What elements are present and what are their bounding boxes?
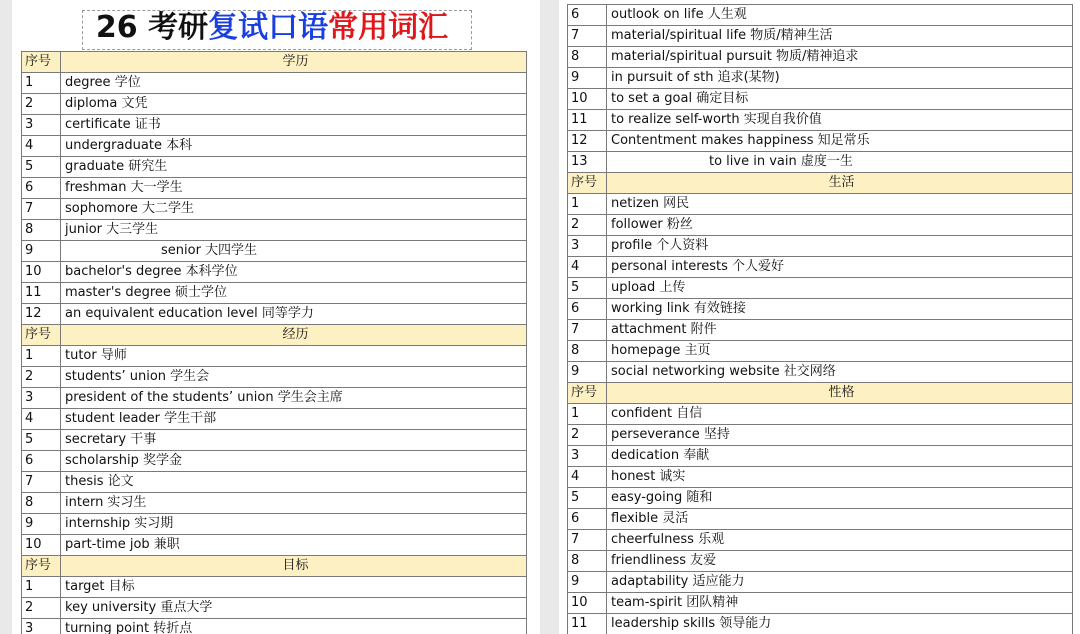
table-row <box>22 346 527 367</box>
table-row <box>22 157 527 178</box>
table-row <box>568 110 1073 131</box>
row-number: 1 <box>22 73 61 94</box>
row-number: 11 <box>22 283 61 304</box>
table-row <box>22 283 527 304</box>
table-row <box>568 26 1073 47</box>
row-number: 5 <box>22 430 61 451</box>
column-header-number: 序号 <box>22 52 61 73</box>
vocab-term: president of the students’ union 学生会主席 <box>61 388 527 409</box>
table-row <box>22 514 527 535</box>
row-number: 1 <box>568 194 607 215</box>
row-number: 6 <box>568 299 607 320</box>
row-number: 4 <box>22 136 61 157</box>
row-number: 10 <box>22 535 61 556</box>
vocab-term: key university 重点大学 <box>61 598 527 619</box>
vocab-term: an equivalent education level 同等学力 <box>61 304 527 325</box>
row-number: 11 <box>568 110 607 131</box>
vocab-term: cheerfulness 乐观 <box>607 530 1073 551</box>
row-number: 11 <box>568 614 607 634</box>
row-number: 7 <box>22 472 61 493</box>
row-number: 6 <box>22 451 61 472</box>
vocab-term: profile 个人资料 <box>607 236 1073 257</box>
vocab-term: friendliness 友爱 <box>607 551 1073 572</box>
table-row <box>22 619 527 634</box>
vocab-term: undergraduate 本科 <box>61 136 527 157</box>
row-number: 6 <box>568 509 607 530</box>
row-number: 2 <box>568 215 607 236</box>
table-row <box>22 409 527 430</box>
vocab-term: students’ union 学生会 <box>61 367 527 388</box>
vocab-term: upload 上传 <box>607 278 1073 299</box>
row-number: 3 <box>22 115 61 136</box>
vocab-term: senior 大四学生 <box>61 241 527 262</box>
vocab-term: sophomore 大二学生 <box>61 199 527 220</box>
table-row <box>22 73 527 94</box>
table-row <box>22 472 527 493</box>
table-row <box>22 451 527 472</box>
table-row <box>568 509 1073 530</box>
vocab-term: material/spiritual pursuit 物质/精神追求 <box>607 47 1073 68</box>
table-row <box>568 488 1073 509</box>
table-row <box>568 551 1073 572</box>
row-number: 12 <box>22 304 61 325</box>
table-row <box>568 299 1073 320</box>
table-row <box>22 430 527 451</box>
row-number: 13 <box>568 152 607 173</box>
table-row <box>22 136 527 157</box>
vocab-term: easy-going 随和 <box>607 488 1073 509</box>
row-number: 10 <box>22 262 61 283</box>
row-number: 10 <box>568 593 607 614</box>
row-number: 12 <box>568 131 607 152</box>
table-row <box>568 68 1073 89</box>
row-number: 8 <box>22 493 61 514</box>
table-row <box>22 535 527 556</box>
table-row <box>22 367 527 388</box>
row-number: 4 <box>22 409 61 430</box>
vocab-term: leadership skills 领导能力 <box>607 614 1073 634</box>
row-number: 6 <box>22 178 61 199</box>
row-number: 4 <box>568 257 607 278</box>
vocab-term: perseverance 坚持 <box>607 425 1073 446</box>
table-row <box>568 404 1073 425</box>
table-row <box>568 215 1073 236</box>
table-row <box>568 320 1073 341</box>
table-row <box>568 5 1073 26</box>
row-number: 7 <box>568 26 607 47</box>
vocab-term: follower 粉丝 <box>607 215 1073 236</box>
vocab-term: scholarship 奖学金 <box>61 451 527 472</box>
vocab-term: secretary 干事 <box>61 430 527 451</box>
vocab-term: tutor 导师 <box>61 346 527 367</box>
table-row <box>568 341 1073 362</box>
section-title: 生活 <box>607 173 1073 194</box>
table-row <box>568 47 1073 68</box>
table-row <box>22 94 527 115</box>
section-title: 学历 <box>61 52 527 73</box>
vocab-term: attachment 附件 <box>607 320 1073 341</box>
row-number: 8 <box>22 220 61 241</box>
row-number: 8 <box>568 341 607 362</box>
row-number: 9 <box>568 68 607 89</box>
vocab-term: confident 自信 <box>607 404 1073 425</box>
vocab-term: homepage 主页 <box>607 341 1073 362</box>
row-number: 5 <box>568 488 607 509</box>
table-row <box>568 278 1073 299</box>
vocab-term: outlook on life 人生观 <box>607 5 1073 26</box>
vocab-term: flexible 灵活 <box>607 509 1073 530</box>
table-row <box>22 577 527 598</box>
section-header <box>568 173 1073 194</box>
vocab-term: personal interests 个人爱好 <box>607 257 1073 278</box>
row-number: 3 <box>22 619 61 634</box>
row-number: 1 <box>22 577 61 598</box>
section-header <box>568 383 1073 404</box>
row-number: 1 <box>22 346 61 367</box>
vocab-term: dedication 奉献 <box>607 446 1073 467</box>
table-row <box>22 220 527 241</box>
vocab-term: material/spiritual life 物质/精神生活 <box>607 26 1073 47</box>
vocab-term: certificate 证书 <box>61 115 527 136</box>
table-row <box>22 388 527 409</box>
vocab-term: target 目标 <box>61 577 527 598</box>
vocab-term: graduate 研究生 <box>61 157 527 178</box>
table-row <box>568 362 1073 383</box>
table-row <box>22 115 527 136</box>
vocab-table-left <box>21 51 527 634</box>
row-number: 2 <box>22 367 61 388</box>
table-row <box>22 304 527 325</box>
section-header <box>22 52 527 73</box>
table-row <box>568 593 1073 614</box>
row-number: 7 <box>22 199 61 220</box>
table-row <box>568 614 1073 634</box>
vocab-table-right-body <box>568 5 1073 634</box>
table-row <box>568 446 1073 467</box>
table-row <box>568 152 1073 173</box>
row-number: 2 <box>22 94 61 115</box>
vocab-term: bachelor's degree 本科学位 <box>61 262 527 283</box>
row-number: 7 <box>568 530 607 551</box>
row-number: 5 <box>22 157 61 178</box>
table-row <box>568 572 1073 593</box>
vocab-term: degree 学位 <box>61 73 527 94</box>
row-number: 9 <box>568 362 607 383</box>
column-header-number: 序号 <box>568 173 607 194</box>
table-row <box>568 257 1073 278</box>
vocab-term: working link 有效链接 <box>607 299 1073 320</box>
table-row <box>568 194 1073 215</box>
vocab-term: turning point 转折点 <box>61 619 527 634</box>
column-header-number: 序号 <box>22 556 61 577</box>
section-title: 经历 <box>61 325 527 346</box>
row-number: 10 <box>568 89 607 110</box>
table-row <box>22 262 527 283</box>
table-row <box>22 598 527 619</box>
row-number: 8 <box>568 47 607 68</box>
vocab-term: junior 大三学生 <box>61 220 527 241</box>
row-number: 3 <box>568 446 607 467</box>
left-page <box>12 0 540 634</box>
table-row <box>22 241 527 262</box>
section-header <box>22 556 527 577</box>
row-number: 5 <box>568 278 607 299</box>
section-header <box>22 325 527 346</box>
row-number: 2 <box>568 425 607 446</box>
row-number: 2 <box>22 598 61 619</box>
vocab-table-left-body <box>22 52 527 634</box>
table-row <box>568 530 1073 551</box>
vocab-term: to set a goal 确定目标 <box>607 89 1073 110</box>
column-header-number: 序号 <box>568 383 607 404</box>
row-number: 9 <box>568 572 607 593</box>
vocab-term: diploma 文凭 <box>61 94 527 115</box>
section-title: 目标 <box>61 556 527 577</box>
vocab-term: internship 实习期 <box>61 514 527 535</box>
title-part-oral: 复试口语 <box>208 10 329 45</box>
vocab-term: master's degree 硕士学位 <box>61 283 527 304</box>
row-number: 3 <box>22 388 61 409</box>
vocab-term: in pursuit of sth 追求(某物) <box>607 68 1073 89</box>
table-row <box>568 89 1073 110</box>
vocab-term: to live in vain 虚度一生 <box>607 152 1073 173</box>
vocab-term: freshman 大一学生 <box>61 178 527 199</box>
vocab-term: social networking website 社交网络 <box>607 362 1073 383</box>
vocab-term: thesis 论文 <box>61 472 527 493</box>
table-row <box>568 236 1073 257</box>
title-part-vocab: 常用词汇 <box>328 10 449 45</box>
row-number: 1 <box>568 404 607 425</box>
column-header-number: 序号 <box>22 325 61 346</box>
table-row <box>568 131 1073 152</box>
vocab-term: Contentment makes happiness 知足常乐 <box>607 131 1073 152</box>
vocab-term: student leader 学生干部 <box>61 409 527 430</box>
row-number: 3 <box>568 236 607 257</box>
row-number: 9 <box>22 514 61 535</box>
vocab-term: intern 实习生 <box>61 493 527 514</box>
table-row <box>22 178 527 199</box>
title-part-number: 26 考研 <box>95 10 209 45</box>
vocab-term: honest 诚实 <box>607 467 1073 488</box>
vocab-term: team-spirit 团队精神 <box>607 593 1073 614</box>
table-row <box>568 425 1073 446</box>
row-number: 8 <box>568 551 607 572</box>
vocab-term: adaptability 适应能力 <box>607 572 1073 593</box>
row-number: 6 <box>568 5 607 26</box>
vocab-term: netizen 网民 <box>607 194 1073 215</box>
table-row <box>568 467 1073 488</box>
row-number: 7 <box>568 320 607 341</box>
section-title: 性格 <box>607 383 1073 404</box>
row-number: 9 <box>22 241 61 262</box>
table-row <box>22 493 527 514</box>
vocab-term: part-time job 兼职 <box>61 535 527 556</box>
vocab-term: to realize self-worth 实现自我价值 <box>607 110 1073 131</box>
vocab-table-right <box>567 4 1073 634</box>
row-number: 4 <box>568 467 607 488</box>
right-page <box>559 0 1080 634</box>
table-row <box>22 199 527 220</box>
page-title <box>82 8 462 48</box>
